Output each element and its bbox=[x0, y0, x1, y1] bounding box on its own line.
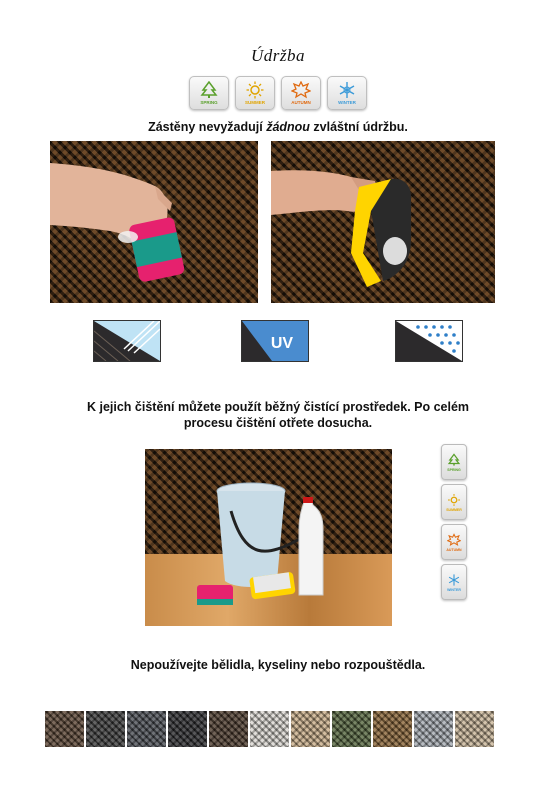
sun-icon bbox=[245, 81, 265, 99]
swatch bbox=[373, 711, 412, 747]
leaf-icon bbox=[291, 81, 311, 99]
autumn-badge-small bbox=[441, 524, 467, 560]
sponge-illustration bbox=[50, 141, 258, 303]
sun-icon bbox=[447, 493, 461, 507]
sun-resistance-icon bbox=[94, 321, 160, 361]
winter-badge bbox=[327, 76, 367, 110]
sun-resistant-box bbox=[93, 320, 161, 362]
swatch bbox=[45, 711, 84, 747]
sponge-cleaning-photo bbox=[50, 141, 258, 303]
spring-label: SPRING bbox=[200, 100, 218, 105]
season-icons-column bbox=[441, 444, 467, 600]
spring-badge-small bbox=[441, 444, 467, 480]
water-drops-icon bbox=[396, 321, 462, 361]
summer-label: SUMMER bbox=[245, 100, 265, 105]
tree-icon bbox=[447, 453, 461, 467]
summer-label-small: SUMMER bbox=[446, 507, 462, 512]
uv-label: UV bbox=[270, 335, 294, 352]
season-icons-row bbox=[0, 76, 556, 110]
uv-icon bbox=[242, 321, 308, 361]
summer-badge bbox=[235, 76, 275, 110]
swatch bbox=[455, 711, 494, 747]
autumn-badge bbox=[281, 76, 321, 110]
swatch bbox=[127, 711, 166, 747]
swatch bbox=[414, 711, 453, 747]
brush-cleaning-photo bbox=[271, 141, 495, 303]
tree-icon bbox=[199, 81, 219, 99]
brush-illustration bbox=[271, 141, 495, 303]
warning-text: Nepoužívejte bělidla, kyseliny nebo rozpouštědla. bbox=[130, 658, 426, 672]
water-resistant-box bbox=[395, 320, 463, 362]
swatch bbox=[291, 711, 330, 747]
spring-badge bbox=[189, 76, 229, 110]
color-swatches bbox=[45, 711, 494, 747]
winter-label-small: WINTER bbox=[447, 587, 461, 592]
cleaning-instructions: K jejich čištění můžete použít běžný čistící prostředek. Po celém procesu čištění otřete dosucha. bbox=[86, 400, 470, 430]
autumn-label: AUTUMN bbox=[291, 100, 311, 105]
autumn-label-small: AUTUMN bbox=[446, 547, 462, 552]
winter-label: WINTER bbox=[338, 100, 356, 105]
page-title: Údržba bbox=[250, 46, 305, 65]
bucket-cleaning-photo bbox=[145, 449, 392, 626]
swatch bbox=[332, 711, 371, 747]
swatch bbox=[250, 711, 289, 747]
summer-badge-small bbox=[441, 484, 467, 520]
spring-label-small: SPRING bbox=[447, 467, 461, 472]
swatch bbox=[168, 711, 207, 747]
snowflake-icon bbox=[337, 81, 357, 99]
no-maintenance-text: Zástěny nevyžadují žádnou zvláštní údržbu. bbox=[148, 120, 408, 134]
leaf-icon bbox=[447, 533, 461, 547]
swatch bbox=[86, 711, 125, 747]
snowflake-icon bbox=[447, 573, 461, 587]
bucket-illustration bbox=[145, 449, 392, 626]
winter-badge-small bbox=[441, 564, 467, 600]
uv-resistant-box bbox=[241, 320, 309, 362]
swatch bbox=[209, 711, 248, 747]
